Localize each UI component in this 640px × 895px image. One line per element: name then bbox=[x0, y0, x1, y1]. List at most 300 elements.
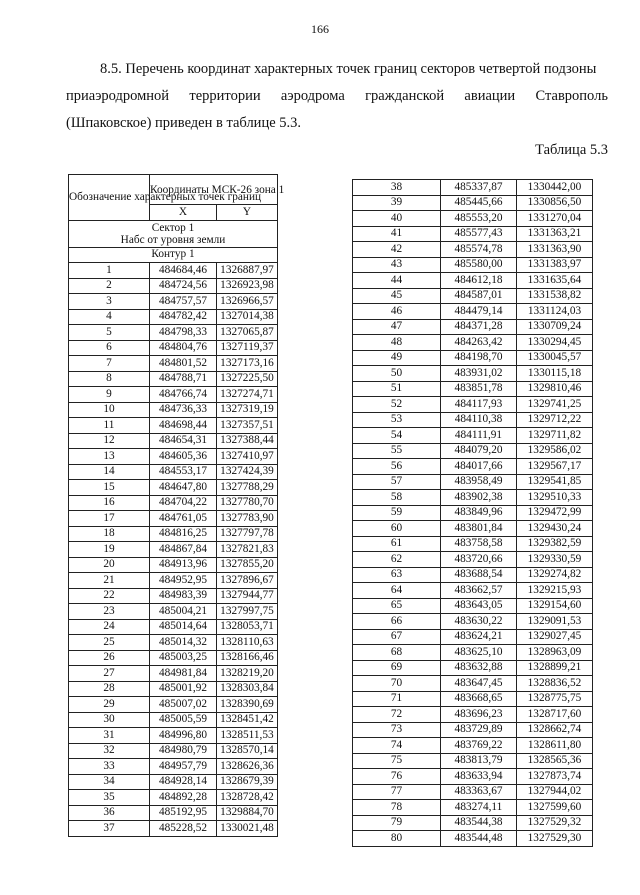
paragraph-word: гражданской bbox=[365, 88, 445, 104]
point-number: 52 bbox=[353, 397, 441, 413]
table-row bbox=[353, 257, 593, 273]
point-number: 4 bbox=[69, 309, 150, 325]
table-row bbox=[69, 790, 278, 806]
point-number: 1 bbox=[69, 263, 150, 279]
point-number: 38 bbox=[353, 180, 441, 196]
y-coordinate: 1327783,90 bbox=[217, 511, 278, 527]
x-coordinate: 484801,52 bbox=[150, 356, 217, 372]
table-row bbox=[69, 278, 278, 294]
table-row bbox=[69, 650, 278, 666]
table-row bbox=[353, 660, 593, 676]
table-row bbox=[353, 567, 593, 583]
point-number: 48 bbox=[353, 335, 441, 351]
x-coordinate: 484698,44 bbox=[150, 418, 217, 434]
table-row bbox=[353, 536, 593, 552]
y-coordinate: 1328570,14 bbox=[217, 743, 278, 759]
point-number: 23 bbox=[69, 604, 150, 620]
x-coordinate: 485553,20 bbox=[441, 211, 517, 227]
x-coordinate: 483544,38 bbox=[441, 815, 517, 831]
y-coordinate: 1329154,60 bbox=[517, 598, 593, 614]
table-row bbox=[69, 759, 278, 775]
x-coordinate: 483902,38 bbox=[441, 490, 517, 506]
y-coordinate: 1327529,32 bbox=[517, 815, 593, 831]
x-coordinate: 484816,25 bbox=[150, 526, 217, 542]
paragraph-word: Ставрополь bbox=[535, 88, 608, 104]
y-coordinate: 1329382,59 bbox=[517, 536, 593, 552]
x-coordinate: 483720,66 bbox=[441, 552, 517, 568]
table-row bbox=[353, 831, 593, 847]
x-coordinate: 484913,96 bbox=[150, 557, 217, 573]
y-coordinate: 1327014,38 bbox=[217, 309, 278, 325]
table-row bbox=[353, 722, 593, 738]
y-coordinate: 1330856,50 bbox=[517, 195, 593, 211]
y-coordinate: 1328451,42 bbox=[217, 712, 278, 728]
x-coordinate: 484782,42 bbox=[150, 309, 217, 325]
x-coordinate: 484612,18 bbox=[441, 273, 517, 289]
table-row bbox=[353, 195, 593, 211]
y-coordinate: 1326966,57 bbox=[217, 294, 278, 310]
x-coordinate: 484957,79 bbox=[150, 759, 217, 775]
x-coordinate: 483688,54 bbox=[441, 567, 517, 583]
point-number: 72 bbox=[353, 707, 441, 723]
table-row bbox=[69, 774, 278, 790]
table-row bbox=[353, 350, 593, 366]
y-coordinate: 1327274,71 bbox=[217, 387, 278, 403]
table-row bbox=[69, 449, 278, 465]
x-coordinate: 485007,02 bbox=[150, 697, 217, 713]
y-coordinate: 1327225,50 bbox=[217, 371, 278, 387]
point-number: 57 bbox=[353, 474, 441, 490]
left-table-body bbox=[69, 263, 278, 837]
x-coordinate: 485580,00 bbox=[441, 257, 517, 273]
point-number: 28 bbox=[69, 681, 150, 697]
table-row bbox=[69, 666, 278, 682]
x-coordinate: 483274,11 bbox=[441, 800, 517, 816]
point-number: 60 bbox=[353, 521, 441, 537]
x-coordinate: 483363,67 bbox=[441, 784, 517, 800]
x-coordinate: 485192,95 bbox=[150, 805, 217, 821]
coordinates-table-left bbox=[68, 174, 285, 837]
x-coordinate: 483696,23 bbox=[441, 707, 517, 723]
table-row bbox=[69, 542, 278, 558]
y-coordinate: 1328728,42 bbox=[217, 790, 278, 806]
table-row bbox=[353, 288, 593, 304]
y-coordinate: 1328679,39 bbox=[217, 774, 278, 790]
table-row bbox=[69, 619, 278, 635]
x-coordinate: 485005,59 bbox=[150, 712, 217, 728]
point-number: 45 bbox=[353, 288, 441, 304]
y-coordinate: 1328110,63 bbox=[217, 635, 278, 651]
x-coordinate: 484928,14 bbox=[150, 774, 217, 790]
table-row bbox=[353, 319, 593, 335]
point-number: 10 bbox=[69, 402, 150, 418]
y-coordinate: 1328899,21 bbox=[517, 660, 593, 676]
point-number: 46 bbox=[353, 304, 441, 320]
point-number: 13 bbox=[69, 449, 150, 465]
point-number: 39 bbox=[353, 195, 441, 211]
point-number: 43 bbox=[353, 257, 441, 273]
y-coordinate: 1331270,04 bbox=[517, 211, 593, 227]
table-row bbox=[69, 371, 278, 387]
point-number: 31 bbox=[69, 728, 150, 744]
y-coordinate: 1328775,75 bbox=[517, 691, 593, 707]
table-row bbox=[69, 573, 278, 589]
y-coordinate: 1327319,19 bbox=[217, 402, 278, 418]
point-number: 47 bbox=[353, 319, 441, 335]
x-coordinate: 484110,38 bbox=[441, 412, 517, 428]
point-number: 26 bbox=[69, 650, 150, 666]
x-coordinate: 483851,78 bbox=[441, 381, 517, 397]
x-coordinate: 484684,46 bbox=[150, 263, 217, 279]
point-number: 54 bbox=[353, 428, 441, 444]
y-coordinate: 1330294,45 bbox=[517, 335, 593, 351]
table-row bbox=[353, 381, 593, 397]
x-coordinate: 483758,58 bbox=[441, 536, 517, 552]
point-number: 2 bbox=[69, 278, 150, 294]
point-number: 37 bbox=[69, 821, 150, 837]
point-number: 65 bbox=[353, 598, 441, 614]
y-coordinate: 1330115,18 bbox=[517, 366, 593, 382]
point-number: 40 bbox=[353, 211, 441, 227]
table-row bbox=[69, 418, 278, 434]
point-number: 5 bbox=[69, 325, 150, 341]
x-coordinate: 485445,66 bbox=[441, 195, 517, 211]
point-number: 53 bbox=[353, 412, 441, 428]
y-coordinate: 1327388,44 bbox=[217, 433, 278, 449]
y-coordinate: 1329884,70 bbox=[217, 805, 278, 821]
x-header: X bbox=[150, 205, 217, 221]
point-number: 41 bbox=[353, 226, 441, 242]
y-coordinate: 1328053,71 bbox=[217, 619, 278, 635]
point-number: 78 bbox=[353, 800, 441, 816]
table-row bbox=[69, 402, 278, 418]
table-row bbox=[353, 753, 593, 769]
coordinates-table-right bbox=[352, 179, 593, 847]
point-number: 19 bbox=[69, 542, 150, 558]
point-number: 11 bbox=[69, 418, 150, 434]
point-number: 64 bbox=[353, 583, 441, 599]
table-row bbox=[69, 681, 278, 697]
x-coordinate: 485577,43 bbox=[441, 226, 517, 242]
y-coordinate: 1330045,57 bbox=[517, 350, 593, 366]
point-number: 44 bbox=[353, 273, 441, 289]
table-row bbox=[69, 495, 278, 511]
y-coordinate: 1327529,30 bbox=[517, 831, 593, 847]
x-coordinate: 484605,36 bbox=[150, 449, 217, 465]
table-row bbox=[353, 474, 593, 490]
y-coordinate: 1329215,93 bbox=[517, 583, 593, 599]
table-row bbox=[69, 340, 278, 356]
table-row bbox=[353, 226, 593, 242]
y-coordinate: 1327065,87 bbox=[217, 325, 278, 341]
x-coordinate: 485001,92 bbox=[150, 681, 217, 697]
table-row bbox=[69, 635, 278, 651]
x-coordinate: 484724,56 bbox=[150, 278, 217, 294]
y-coordinate: 1328219,20 bbox=[217, 666, 278, 682]
y-coordinate: 1326923,98 bbox=[217, 278, 278, 294]
y-coordinate: 1327997,75 bbox=[217, 604, 278, 620]
point-number: 32 bbox=[69, 743, 150, 759]
point-number: 62 bbox=[353, 552, 441, 568]
table-row bbox=[69, 325, 278, 341]
point-number: 61 bbox=[353, 536, 441, 552]
x-coordinate: 483630,22 bbox=[441, 614, 517, 630]
x-coordinate: 483729,89 bbox=[441, 722, 517, 738]
point-number: 20 bbox=[69, 557, 150, 573]
table-row bbox=[353, 645, 593, 661]
table-row bbox=[353, 428, 593, 444]
coordinates-header: Координаты МСК-26 зона 1 bbox=[150, 175, 278, 205]
table-row bbox=[353, 629, 593, 645]
y-header: Y bbox=[217, 205, 278, 221]
y-coordinate: 1326887,97 bbox=[217, 263, 278, 279]
y-coordinate: 1327780,70 bbox=[217, 495, 278, 511]
x-coordinate: 484263,42 bbox=[441, 335, 517, 351]
x-coordinate: 485014,32 bbox=[150, 635, 217, 651]
x-coordinate: 485003,25 bbox=[150, 650, 217, 666]
designation-header: Обозначение характерных точек границ bbox=[69, 175, 150, 221]
x-coordinate: 484996,80 bbox=[150, 728, 217, 744]
table-row bbox=[353, 583, 593, 599]
point-number: 22 bbox=[69, 588, 150, 604]
table-row bbox=[353, 784, 593, 800]
y-coordinate: 1329567,17 bbox=[517, 459, 593, 475]
table-row bbox=[353, 242, 593, 258]
point-number: 6 bbox=[69, 340, 150, 356]
y-coordinate: 1329472,99 bbox=[517, 505, 593, 521]
x-coordinate: 484952,95 bbox=[150, 573, 217, 589]
table-row bbox=[69, 697, 278, 713]
y-coordinate: 1329586,02 bbox=[517, 443, 593, 459]
y-coordinate: 1329541,85 bbox=[517, 474, 593, 490]
y-coordinate: 1329091,53 bbox=[517, 614, 593, 630]
point-number: 36 bbox=[69, 805, 150, 821]
table-row bbox=[353, 397, 593, 413]
point-number: 7 bbox=[69, 356, 150, 372]
point-number: 76 bbox=[353, 769, 441, 785]
y-coordinate: 1330021,48 bbox=[217, 821, 278, 837]
y-coordinate: 1327821,83 bbox=[217, 542, 278, 558]
y-coordinate: 1331363,21 bbox=[517, 226, 593, 242]
point-number: 79 bbox=[353, 815, 441, 831]
table-row bbox=[353, 707, 593, 723]
point-number: 16 bbox=[69, 495, 150, 511]
y-coordinate: 1327410,97 bbox=[217, 449, 278, 465]
y-coordinate: 1329430,24 bbox=[517, 521, 593, 537]
point-number: 25 bbox=[69, 635, 150, 651]
y-coordinate: 1329274,82 bbox=[517, 567, 593, 583]
x-coordinate: 484766,74 bbox=[150, 387, 217, 403]
paragraph-word: авиации bbox=[464, 88, 516, 104]
table-row bbox=[353, 505, 593, 521]
x-coordinate: 483769,22 bbox=[441, 738, 517, 754]
x-coordinate: 485337,87 bbox=[441, 180, 517, 196]
x-coordinate: 483849,96 bbox=[441, 505, 517, 521]
table-row bbox=[69, 588, 278, 604]
y-coordinate: 1327424,39 bbox=[217, 464, 278, 480]
x-coordinate: 483958,49 bbox=[441, 474, 517, 490]
y-coordinate: 1328565,36 bbox=[517, 753, 593, 769]
y-coordinate: 1327119,37 bbox=[217, 340, 278, 356]
table-row bbox=[69, 433, 278, 449]
table-row bbox=[353, 676, 593, 692]
x-coordinate: 483647,45 bbox=[441, 676, 517, 692]
x-coordinate: 484892,28 bbox=[150, 790, 217, 806]
paragraph-word: аэродрома bbox=[280, 88, 345, 104]
point-number: 50 bbox=[353, 366, 441, 382]
table-row bbox=[69, 294, 278, 310]
table-row bbox=[353, 443, 593, 459]
table-row bbox=[353, 769, 593, 785]
point-number: 51 bbox=[353, 381, 441, 397]
table-row bbox=[353, 335, 593, 351]
point-number: 9 bbox=[69, 387, 150, 403]
point-number: 80 bbox=[353, 831, 441, 847]
y-coordinate: 1328717,60 bbox=[517, 707, 593, 723]
table-row bbox=[69, 743, 278, 759]
y-coordinate: 1330709,24 bbox=[517, 319, 593, 335]
point-number: 59 bbox=[353, 505, 441, 521]
x-coordinate: 485574,78 bbox=[441, 242, 517, 258]
x-coordinate: 484980,79 bbox=[150, 743, 217, 759]
x-coordinate: 484479,14 bbox=[441, 304, 517, 320]
x-coordinate: 485228,52 bbox=[150, 821, 217, 837]
x-coordinate: 483624,21 bbox=[441, 629, 517, 645]
x-coordinate: 484761,05 bbox=[150, 511, 217, 527]
paragraph-word: территории bbox=[189, 88, 261, 104]
point-number: 21 bbox=[69, 573, 150, 589]
y-coordinate: 1328166,46 bbox=[217, 650, 278, 666]
table-row bbox=[353, 738, 593, 754]
y-coordinate: 1331538,82 bbox=[517, 288, 593, 304]
point-number: 15 bbox=[69, 480, 150, 496]
x-coordinate: 484983,39 bbox=[150, 588, 217, 604]
table-row bbox=[69, 480, 278, 496]
point-number: 67 bbox=[353, 629, 441, 645]
table-row bbox=[69, 356, 278, 372]
x-coordinate: 484798,33 bbox=[150, 325, 217, 341]
point-number: 70 bbox=[353, 676, 441, 692]
paragraph-line-3: (Шпаковское) приведен в таблице 5.3. bbox=[66, 115, 302, 131]
point-number: 17 bbox=[69, 511, 150, 527]
point-number: 55 bbox=[353, 443, 441, 459]
point-number: 34 bbox=[69, 774, 150, 790]
point-number: 42 bbox=[353, 242, 441, 258]
point-number: 73 bbox=[353, 722, 441, 738]
x-coordinate: 484647,80 bbox=[150, 480, 217, 496]
point-number: 33 bbox=[69, 759, 150, 775]
point-number: 56 bbox=[353, 459, 441, 475]
point-number: 63 bbox=[353, 567, 441, 583]
right-table-body bbox=[353, 180, 593, 847]
point-number: 27 bbox=[69, 666, 150, 682]
table-row bbox=[69, 511, 278, 527]
x-coordinate: 484757,57 bbox=[150, 294, 217, 310]
x-coordinate: 483931,02 bbox=[441, 366, 517, 382]
table-row bbox=[353, 490, 593, 506]
y-coordinate: 1328626,36 bbox=[217, 759, 278, 775]
y-coordinate: 1331635,64 bbox=[517, 273, 593, 289]
table-row bbox=[353, 815, 593, 831]
x-coordinate: 483668,65 bbox=[441, 691, 517, 707]
point-number: 77 bbox=[353, 784, 441, 800]
y-coordinate: 1330442,00 bbox=[517, 180, 593, 196]
table-row bbox=[69, 387, 278, 403]
table-row bbox=[69, 464, 278, 480]
y-coordinate: 1331124,03 bbox=[517, 304, 593, 320]
height-label: Набс от уровня земли bbox=[120, 233, 226, 246]
point-number: 49 bbox=[353, 350, 441, 366]
y-coordinate: 1327944,77 bbox=[217, 588, 278, 604]
y-coordinate: 1327855,20 bbox=[217, 557, 278, 573]
point-number: 69 bbox=[353, 660, 441, 676]
x-coordinate: 484788,71 bbox=[150, 371, 217, 387]
table-row bbox=[69, 557, 278, 573]
y-coordinate: 1327797,78 bbox=[217, 526, 278, 542]
x-coordinate: 484736,33 bbox=[150, 402, 217, 418]
y-coordinate: 1329510,33 bbox=[517, 490, 593, 506]
table-row bbox=[69, 309, 278, 325]
y-coordinate: 1327873,74 bbox=[517, 769, 593, 785]
x-coordinate: 483813,79 bbox=[441, 753, 517, 769]
x-coordinate: 484587,01 bbox=[441, 288, 517, 304]
table-row bbox=[353, 614, 593, 630]
x-coordinate: 484553,17 bbox=[150, 464, 217, 480]
x-coordinate: 484111,91 bbox=[441, 428, 517, 444]
y-coordinate: 1327357,51 bbox=[217, 418, 278, 434]
y-coordinate: 1329027,45 bbox=[517, 629, 593, 645]
table-row bbox=[353, 691, 593, 707]
y-coordinate: 1328963,09 bbox=[517, 645, 593, 661]
point-number: 12 bbox=[69, 433, 150, 449]
point-number: 18 bbox=[69, 526, 150, 542]
x-coordinate: 483544,48 bbox=[441, 831, 517, 847]
point-number: 14 bbox=[69, 464, 150, 480]
table-row bbox=[353, 521, 593, 537]
y-coordinate: 1327599,60 bbox=[517, 800, 593, 816]
table-row bbox=[353, 598, 593, 614]
x-coordinate: 485004,21 bbox=[150, 604, 217, 620]
point-number: 68 bbox=[353, 645, 441, 661]
y-coordinate: 1329711,82 bbox=[517, 428, 593, 444]
x-coordinate: 484117,93 bbox=[441, 397, 517, 413]
table-row bbox=[353, 459, 593, 475]
y-coordinate: 1327944,02 bbox=[517, 784, 593, 800]
point-number: 66 bbox=[353, 614, 441, 630]
x-coordinate: 485014,64 bbox=[150, 619, 217, 635]
x-coordinate: 484654,31 bbox=[150, 433, 217, 449]
x-coordinate: 484867,84 bbox=[150, 542, 217, 558]
page-number: 166 bbox=[311, 22, 329, 36]
sector-header bbox=[69, 220, 278, 247]
x-coordinate: 483632,88 bbox=[441, 660, 517, 676]
table-row bbox=[69, 728, 278, 744]
y-coordinate: 1329810,46 bbox=[517, 381, 593, 397]
y-coordinate: 1329330,59 bbox=[517, 552, 593, 568]
table-row bbox=[69, 821, 278, 837]
y-coordinate: 1327896,67 bbox=[217, 573, 278, 589]
x-coordinate: 484981,84 bbox=[150, 666, 217, 682]
y-coordinate: 1329712,22 bbox=[517, 412, 593, 428]
y-coordinate: 1331363,90 bbox=[517, 242, 593, 258]
y-coordinate: 1328611,80 bbox=[517, 738, 593, 754]
x-coordinate: 484017,66 bbox=[441, 459, 517, 475]
table-row bbox=[353, 552, 593, 568]
x-coordinate: 484198,70 bbox=[441, 350, 517, 366]
table-row bbox=[353, 273, 593, 289]
x-coordinate: 483801,84 bbox=[441, 521, 517, 537]
point-number: 58 bbox=[353, 490, 441, 506]
